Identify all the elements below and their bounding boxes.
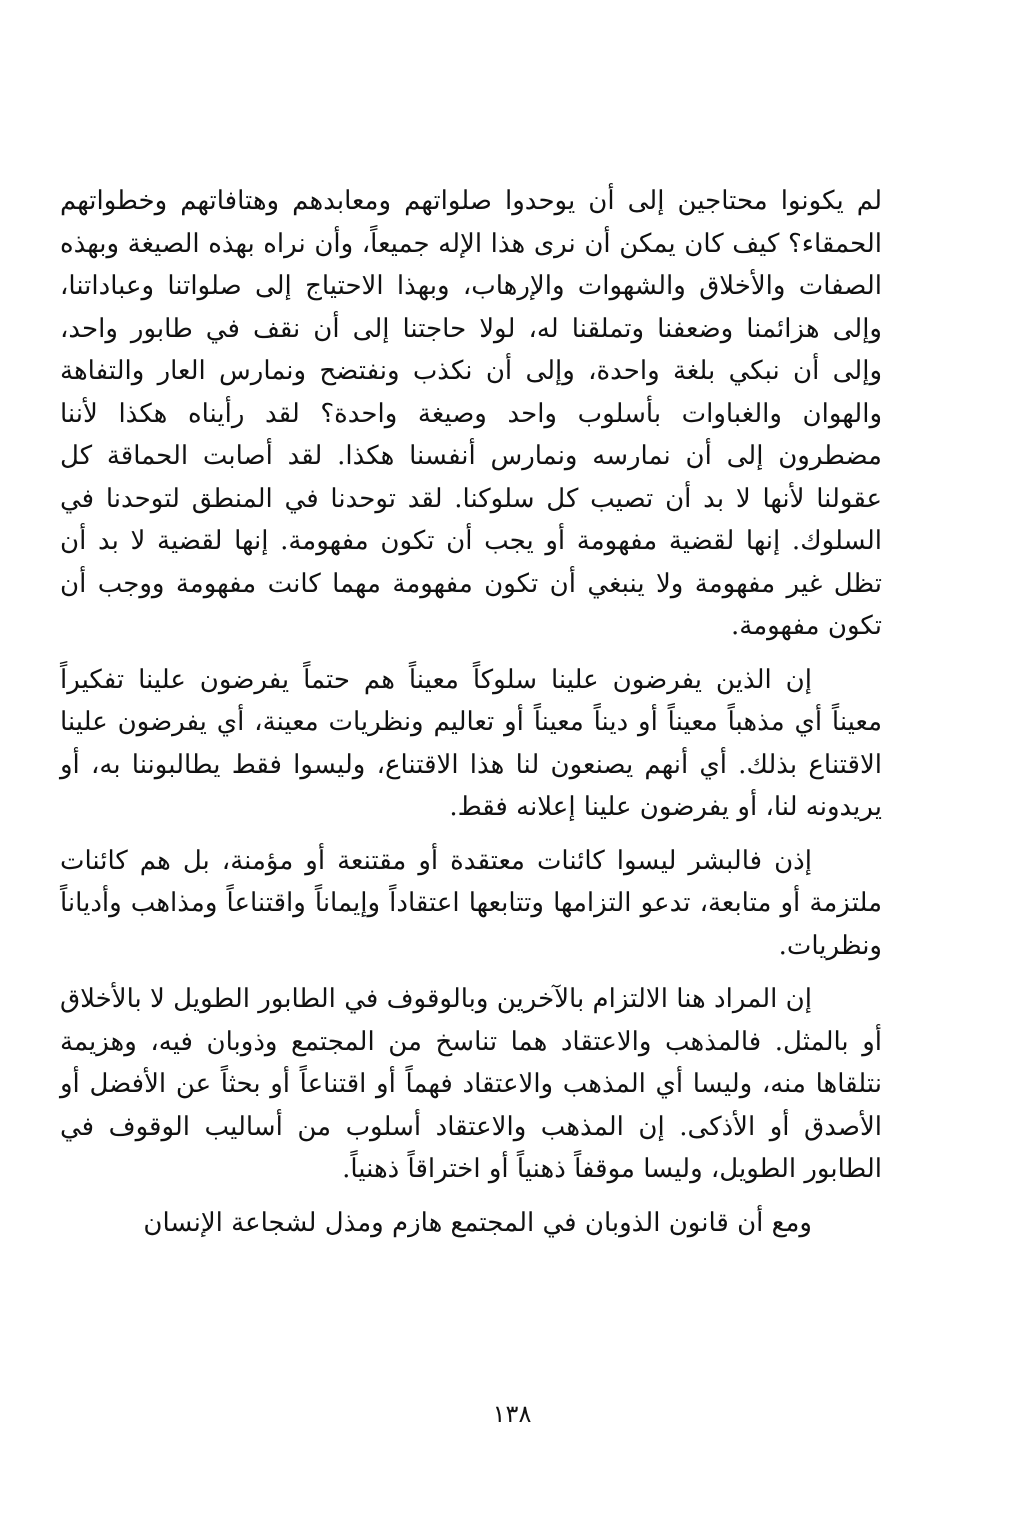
paragraph: إن الذين يفرضون علينا سلوكاً معيناً هم حتماً يفرضون علينا تفكيراً معيناً أي مذهباً معيناً أو ديناً معيناً أو تعاليم ونظريات معينة، أي يفرضون علينا الاقتناع بذلك. أي أنهم يصنعون لنا هذا الاقتناع، وليسوا فقط يطالبوننا به، أو يريدونه لنا، أو يفرضون علينا إعلانه فقط. (60, 664, 882, 822)
body-text (60, 180, 882, 1244)
paragraph: إن المراد هنا الالتزام بالآخرين وبالوقوف في الطابور الطويل لا بالأخلاق أو بالمثل. فالمذهب والاعتقاد هما تناسخ من المجتمع وذوبان فيه، وهزيمة نتلقاها منه، وليسا أي المذهب والاعتقاد فهماً أو اقتناعاً أو بحثاً عن الأفضل أو الأصدق أو الأذكى. إن المذهب والاعتقاد أسلوب من أساليب الوقوف في الطابور الطويل، وليسا موقفاً ذهنياً أو اختراقاً ذهنياً. (60, 984, 882, 1184)
paragraph-continuation: لم يكونوا محتاجين إلى أن يوحدوا صلواتهم ومعابدهم وهتافاتهم وخطواتهم الحمقاء؟ كيف كان يمكن أن نرى هذا الإله جميعاً، وأن نراه بهذه الصيغة وبهذه الصفات والأخلاق والشهوات والإرهاب، وبهذا الاحتياج إلى صلواتنا وعباداتنا، وإلى هزائمنا وضعفنا وتملقنا له، لولا حاجتنا إلى أن نقف في طابور واحد، وإلى أن نبكي بلغة واحدة، وإلى أن نكذب ونفتضح ونمارس العار والتفاهة والهوان والغباوات بأسلوب واحد وصيغة واحدة؟ لقد رأيناه هكذا لأننا مضطرون إلى أن نمارسه ونمارس أنفسنا هكذا. لقد أصابت الحماقة كل عقولنا لأنها لا بد أن تصيب كل سلوكنا. لقد توحدنا في المنطق لتوحدنا في السلوك. إنها لقضية مفهومة أو يجب أن تكون مفهومة. إنها لقضية لا بد أن تظل غير مفهومة ولا ينبغي أن تكون مفهومة مهما كانت مفهومة ووجب أن تكون مفهومة. (60, 186, 882, 641)
page-number: ١٣٨ (492, 1400, 532, 1428)
paragraph: إذن فالبشر ليسوا كائنات معتقدة أو مقتنعة أو مؤمنة، بل هم كائنات ملتزمة أو متابعة، تدعو التزامها وتتابعها اعتقاداً وإيماناً واقتناعاً ومذاهب وأدياناً ونظريات. (60, 845, 882, 961)
paragraph-last: ومع أن قانون الذوبان في المجتمع هازم ومذل لشجاعة الإنسان (143, 1207, 812, 1238)
